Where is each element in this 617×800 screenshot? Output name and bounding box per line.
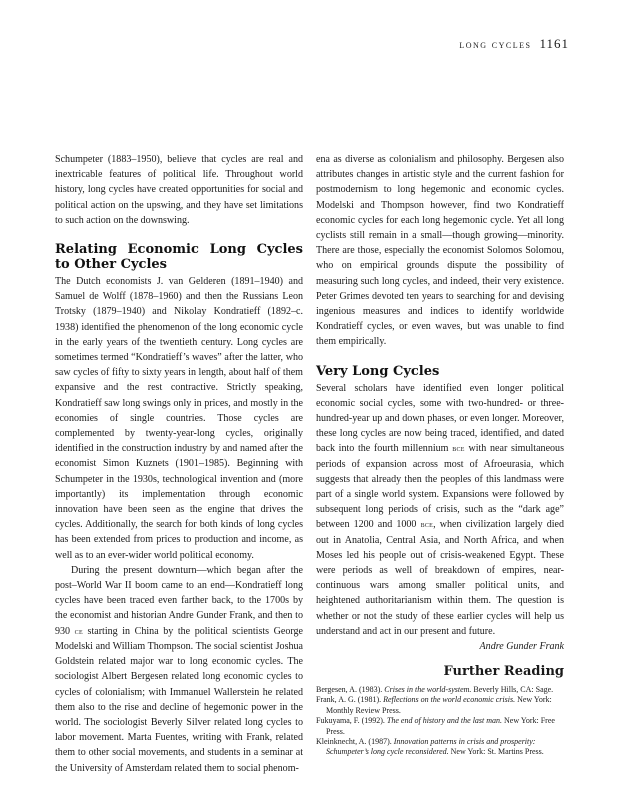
ref-author: Kleinknecht, A. (1987). — [316, 737, 392, 747]
ref-publisher: New York: St. Martins Press. — [450, 747, 544, 757]
text-run: , when civilization largely died out in Anatolia, Central Asia, and North Africa, and when Moses led his people out of crisis-weakened Egypt. These were periods as well of breakdown of empires, near-continuous wars among smaller political units, and heightened authoritarianism within them. The question is whether or not the study of these earlier cycles will help us understand and act in our present and future. — [316, 519, 565, 637]
reference-item — [316, 695, 564, 716]
ref-title: The end of history and the last man. — [386, 716, 503, 726]
era-abbrev: bce — [452, 443, 465, 454]
paragraph: Schumpeter (1883–1950), believe that cycles are real and inextricable features of political life. Throughout world history, long cycles have created opportunities for social and political action on the upswing, and they have set limitations to such action on the downswing. — [55, 154, 303, 226]
paragraph: The Dutch economists J. van Gelderen (1891–1940) and Samuel de Wolff (1878–1960) and then the Russians Leon Trotsky (1879–1940) and Nikolay Kondratieff (1892–c. 1938) identified the phenomenon of the long economic cycle in the early years of the twentieth century. Long cycles are sometimes termed “Kondratieff’s waves” after the latter, who saw cycles of fifty to sixty years in length, about half of them expansive and the rest contractive. Strictly speaking, Kondratieff saw long swings only in prices, and mostly in the economies of single countries. Those cycles are complemented by twenty-year-long cycles, originally identified in the construction industry by and named after the economist Simon Kuznets (1901–1985). Beginning with Schumpeter in the 1930s, technological invention and (more importantly) its implementation through economic innovation have been seen as the engine that drives the cycles. Additionally, the search for both kinds of long cycles has been extended from prices to production and income, as well as to an ever-wider world political economy. — [55, 276, 303, 561]
ref-publisher: Beverly Hills, CA: Sage. — [473, 685, 554, 694]
era-abbrev: bce — [420, 519, 434, 530]
paragraph — [316, 381, 564, 639]
page-number: 1161 — [539, 36, 569, 51]
reference-item — [316, 737, 564, 758]
section-heading: Relating Economic Long Cycles to Other Cycles — [55, 242, 303, 273]
text-run: During the present downturn—which began after the post–World War II boom came to an end—Kondratieff long cycles have been traced even farther back, to the 1700s by the economist and historian Andre Gunder Frank, and then to 930 — [55, 564, 303, 637]
section-heading: Very Long Cycles — [316, 363, 440, 379]
paragraph — [55, 563, 303, 776]
text-run: with near simultaneous periods of expansion across most of Afroeurasia, which suggests that already then the peoples of this landmass were part of a single world system. Expansions were followed by subsequent long periods of crisis, such as the “dark age” between 1200 and 1000 — [316, 443, 564, 531]
running-head — [459, 36, 569, 52]
author-byline: Andre Gunder Frank — [479, 641, 564, 653]
further-reading — [316, 664, 564, 758]
ref-publisher: New York: Monthly Review Press. — [326, 695, 552, 715]
ref-title: Innovation patterns in crisis and prosperity: Schumpeter’s long cycle reconsidered. — [326, 737, 536, 757]
reference-item — [316, 685, 564, 695]
reference-item — [316, 716, 564, 737]
era-abbrev: ce — [74, 625, 83, 636]
text-run: starting in China by the political scientists George Modelski and William Thompson. The social scientist Joshua Goldstein related major war to long economic cycles. The sociologist Albert Bergesen related long economic cycles to cycles of colonialism; with Immanuel Wallerstein he related them also to the rise and decline of hegemonic power in the world. The sociologist Beverly Silver related long cycles to labor movement. Marta Fuentes, writing with Frank, related them to other social movements, and students in a seminar at the University of Amsterdam related them to social phenom- — [55, 625, 304, 774]
running-title: long cycles — [459, 39, 532, 51]
ref-author: Bergesen, A. (1983). — [316, 685, 383, 694]
further-reading-heading: Further Reading — [443, 664, 564, 679]
ref-title: Reflections on the world economic crisis. — [383, 695, 516, 705]
text-run: Several scholars have identified even longer political economic social cycles, some with two-hundred- or three-hundred-year up and down phases, or even longer. Moreover, these long cycles are now being traced, identified, and dated back into the fourth millennium — [316, 382, 564, 455]
paragraph: ena as diverse as colonialism and philosophy. Bergesen also attributes changes in artistic style and the current fashion for postmodernism to long hegemonic and economic cycles. Modelski and Thompson however, find two Kondratieff economic cycles for each long hegemonic cycle. Yet all long cyclists still remain in a small—though growing—minority. There are those, especially the economist Solomos Solomou, who on empirical grounds dispute the possibility of measuring such long cycles, and indeed, their very existence. Peter Grimes devoted ten years to searching for and devising ingenious measures and indices to identify worldwide Kondratieff cycles, or even waves, but was unable to find them empirically. — [316, 154, 564, 348]
ref-author: Frank, A. G. (1981). — [316, 695, 382, 705]
ref-publisher: New York: Free Press. — [326, 716, 555, 736]
left-column — [55, 152, 303, 776]
ref-author: Fukuyama, F. (1992). — [316, 716, 385, 726]
right-column — [316, 152, 564, 654]
ref-title: Crises in the world-system. — [384, 685, 472, 694]
